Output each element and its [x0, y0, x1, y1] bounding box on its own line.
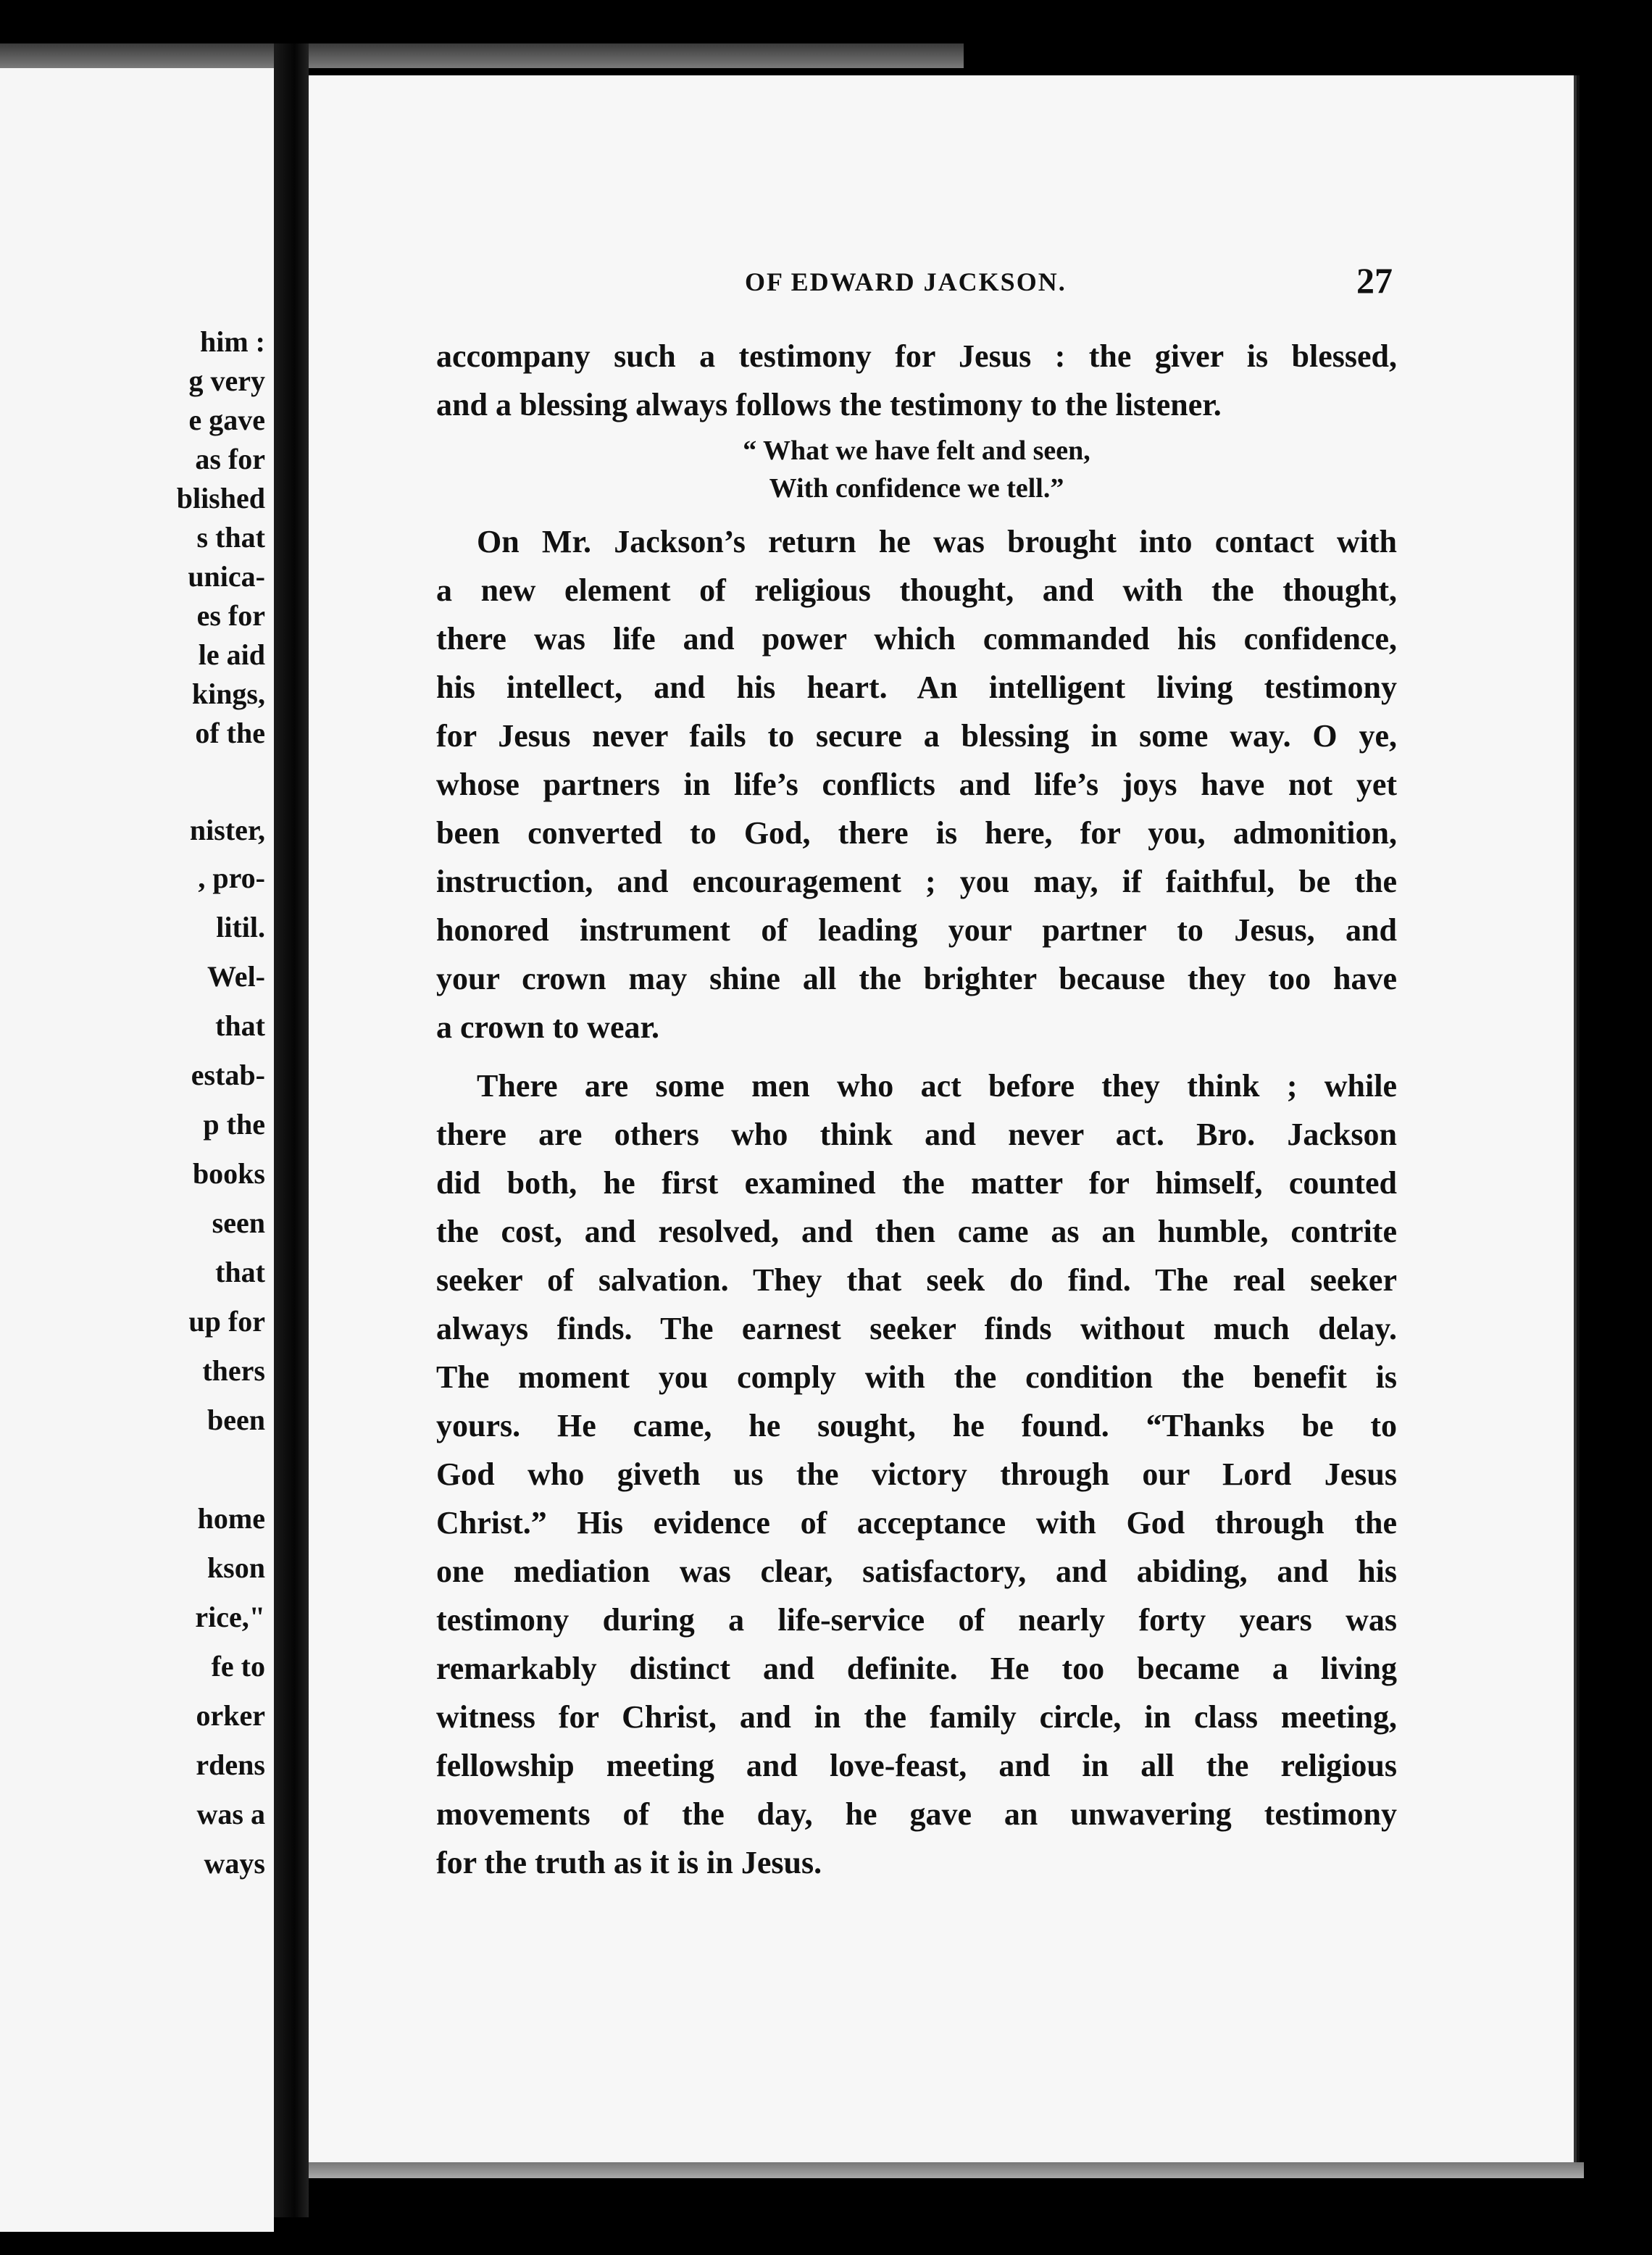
left-fragment-line: books — [192, 1157, 265, 1190]
left-fragment-line: p the — [203, 1108, 265, 1141]
left-fragment-line: fe to — [211, 1650, 265, 1683]
binding-gutter — [274, 43, 309, 2217]
left-fragment-line: up for — [188, 1305, 265, 1338]
paragraph — [436, 1062, 1397, 1887]
page-header — [309, 259, 1574, 303]
text-line: always finds. The earnest seeker finds without much delay. — [436, 1311, 1397, 1346]
running-head: OF EDWARD JACKSON. — [745, 267, 1067, 296]
left-fragment-line: seen — [212, 1206, 265, 1239]
text-line: his intellect, and his heart. An intelligent living testimony — [436, 670, 1397, 705]
text-line: one mediation was clear, satisfactory, and abiding, and his — [436, 1554, 1397, 1589]
text-line: there are others who think and never act. Bro. Jackson — [436, 1117, 1397, 1152]
left-fragment-line: kson — [206, 1551, 265, 1584]
paragraph — [436, 517, 1397, 1051]
left-fragment-line: thers — [202, 1354, 265, 1387]
left-fragment-line: orker — [196, 1699, 265, 1732]
left-fragment-line: unica- — [188, 560, 265, 593]
left-fragment-line: litil. — [216, 911, 265, 943]
text-line: a crown to wear. — [436, 1009, 659, 1045]
left-fragment-line: ways — [204, 1847, 265, 1880]
text-line: The moment you comply with the condition the benefit is — [436, 1359, 1397, 1395]
page-body — [436, 332, 1397, 1887]
text-line: Christ.” His evidence of acceptance with God through the — [436, 1505, 1397, 1541]
text-line: seeker of salvation. They that seek do find. The real seeker — [436, 1262, 1397, 1298]
text-line: did both, he first examined the matter for himself, counted — [436, 1165, 1397, 1201]
left-fragment-line: home — [197, 1502, 265, 1535]
verse-line: “ What we have felt and seen, — [743, 435, 1090, 466]
left-fragment-line: of the — [195, 717, 265, 749]
left-fragment-line: le aid — [198, 638, 265, 671]
left-fragment-line: been — [207, 1404, 265, 1436]
left-fragment-line: blished — [176, 482, 265, 514]
left-fragment-line: that — [215, 1009, 265, 1042]
text-line: movements of the day, he gave an unwavering testimony — [436, 1796, 1397, 1832]
left-fragment-line: rdens — [196, 1748, 265, 1781]
text-line: On Mr. Jackson’s return he was brought into contact with — [477, 524, 1397, 559]
text-line: a new element of religious thought, and with the thought, — [436, 572, 1397, 608]
left-fragment-line: Wel- — [207, 960, 265, 993]
book-page — [309, 75, 1574, 2162]
left-fragment-line: e gave — [188, 404, 265, 436]
text-line: for Jesus never fails to secure a blessing in some way. O ye, — [436, 718, 1397, 754]
paragraph-continuation — [436, 332, 1397, 429]
text-line: whose partners in life’s conflicts and life’s joys have not yet — [436, 767, 1397, 802]
text-line: God who giveth us the victory through our Lord Jesus — [436, 1456, 1397, 1492]
left-fragment-line: nister, — [189, 814, 265, 846]
text-line: your crown may shine all the brighter because they too have — [436, 961, 1397, 996]
text-line: there was life and power which commanded his confidence, — [436, 621, 1397, 657]
text-line: the cost, and resolved, and then came as an humble, contrite — [436, 1214, 1397, 1249]
previous-page-fragment — [0, 43, 274, 2232]
text-line: remarkably distinct and definite. He too became a living — [436, 1651, 1397, 1686]
left-fragment-line: es for — [196, 599, 265, 632]
text-line: instruction, and encouragement ; you may, if faithful, be the — [436, 864, 1397, 899]
paragraph-gap — [436, 1051, 1397, 1062]
left-fragment-line: rice," — [195, 1601, 265, 1633]
text-line: There are some men who act before they think ; while — [477, 1068, 1397, 1104]
left-fragment-line: as for — [195, 443, 265, 475]
left-fragment-line: was a — [196, 1798, 265, 1830]
page-bottom-edge — [309, 2162, 1584, 2178]
text-line: honored instrument of leading your partner to Jesus, and — [436, 912, 1397, 948]
text-line: and a blessing always follows the testimony to the listener. — [436, 387, 1222, 422]
text-line: yours. He came, he sought, he found. “Thanks be to — [436, 1408, 1397, 1443]
left-fragment-line: g very — [188, 364, 265, 397]
left-fragment-line: him : — [200, 325, 265, 358]
text-line: been converted to God, there is here, for you, admonition, — [436, 815, 1397, 851]
text-line: for the truth as it is in Jesus. — [436, 1845, 822, 1880]
left-fragment-line: s that — [196, 521, 265, 554]
page-number: 27 — [1356, 260, 1393, 301]
text-line: witness for Christ, and in the family circle, in class meeting, — [436, 1699, 1397, 1735]
text-line: testimony during a life-service of nearly forty years was — [436, 1602, 1397, 1638]
left-fragment-line: that — [215, 1256, 265, 1288]
verse-line: With confidence we tell.” — [769, 473, 1064, 504]
text-line: accompany such a testimony for Jesus : the giver is blessed, — [436, 338, 1397, 374]
left-fragment-line: kings, — [191, 678, 265, 710]
left-fragment-line: , pro- — [198, 862, 265, 894]
text-line: fellowship meeting and love-feast, and in all the religious — [436, 1748, 1397, 1783]
left-fragment-line: estab- — [191, 1059, 265, 1091]
verse-quotation — [436, 432, 1397, 507]
binding-top-shadow — [0, 43, 964, 68]
